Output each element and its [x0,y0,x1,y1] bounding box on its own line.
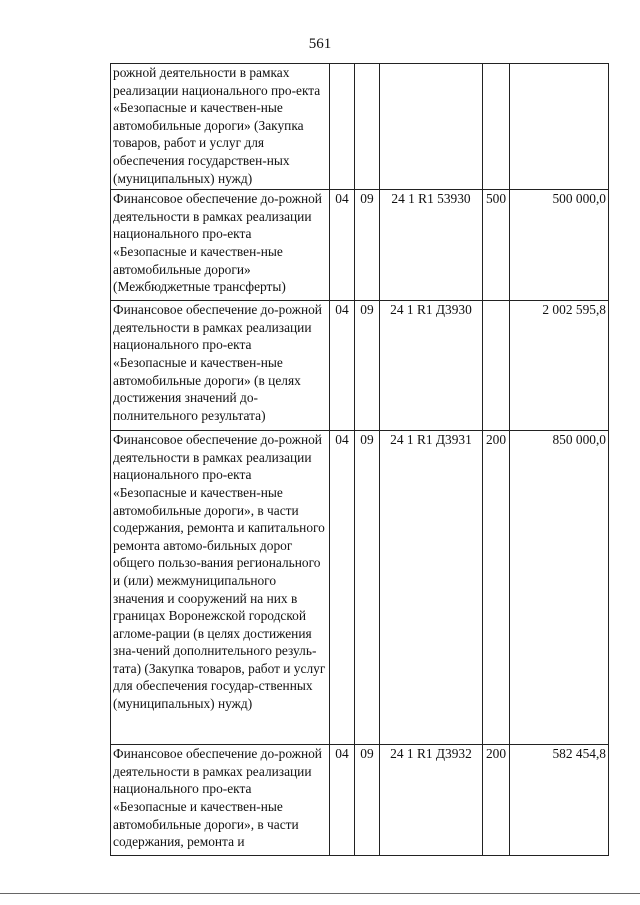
expense-type-code [483,64,510,190]
table-row [111,64,609,190]
rz-code: 04 [330,190,355,301]
row-name: рожной деятельности в рамках реализации национального про-екта «Безопасные и качествен-ные автомобильные дороги» (Закупка товаров, работ и услуг для обеспечения государствен-ных (муниципальных) нужд) [111,64,330,190]
target-article-code: 24 1 R1 Д3931 [380,431,483,745]
rz-code: 04 [330,431,355,745]
pr-code: 09 [355,190,380,301]
pr-code [355,64,380,190]
target-article-code: 24 1 R1 Д3930 [380,301,483,431]
rz-code [330,64,355,190]
target-article-code [380,64,483,190]
table-row [111,745,609,856]
amount: 582 454,8 [510,745,609,856]
target-article-code: 24 1 R1 Д3932 [380,745,483,856]
budget-table [110,63,609,856]
page-bottom-rule [0,893,640,894]
row-name: Финансовое обеспечение до-рожной деятельности в рамках реализации национального про-екта «Безопасные и качествен-ные автомобильные дороги», в части содержания, ремонта и [111,745,330,856]
expense-type-code: 200 [483,431,510,745]
amount: 850 000,0 [510,431,609,745]
target-article-code: 24 1 R1 53930 [380,190,483,301]
table-row [111,431,609,745]
amount: 500 000,0 [510,190,609,301]
expense-type-code [483,301,510,431]
expense-type-code: 500 [483,190,510,301]
rz-code: 04 [330,301,355,431]
page-number: 561 [308,36,332,52]
row-name: Финансовое обеспечение до-рожной деятельности в рамках реализации национального про-екта «Безопасные и качествен-ные автомобильные дороги» (Межбюджетные трансферты) [111,190,330,301]
rz-code: 04 [330,745,355,856]
pr-code: 09 [355,431,380,745]
amount: 2 002 595,8 [510,301,609,431]
row-name: Финансовое обеспечение до-рожной деятельности в рамках реализации национального про-екта «Безопасные и качествен-ные автомобильные дороги» (в целях достижения значений до-полнительного результата) [111,301,330,431]
amount [510,64,609,190]
table-row [111,301,609,431]
pr-code: 09 [355,301,380,431]
row-name: Финансовое обеспечение до-рожной деятельности в рамках реализации национального про-екта «Безопасные и качествен-ные автомобильные дороги», в части содержания, ремонта и капитального ремонта автомо-бильных дорог общего пользо-вания регионального и (или) межмуниципального значения и сооружений на них в границах Воронежской городской агломе-рации (в целях достижения зна-чений дополнительного резуль-тата) (Закупка товаров, работ и услуг для обеспечения государ-ственных (муниципальных) нужд) [111,431,330,745]
pr-code: 09 [355,745,380,856]
expense-type-code: 200 [483,745,510,856]
table-row [111,190,609,301]
